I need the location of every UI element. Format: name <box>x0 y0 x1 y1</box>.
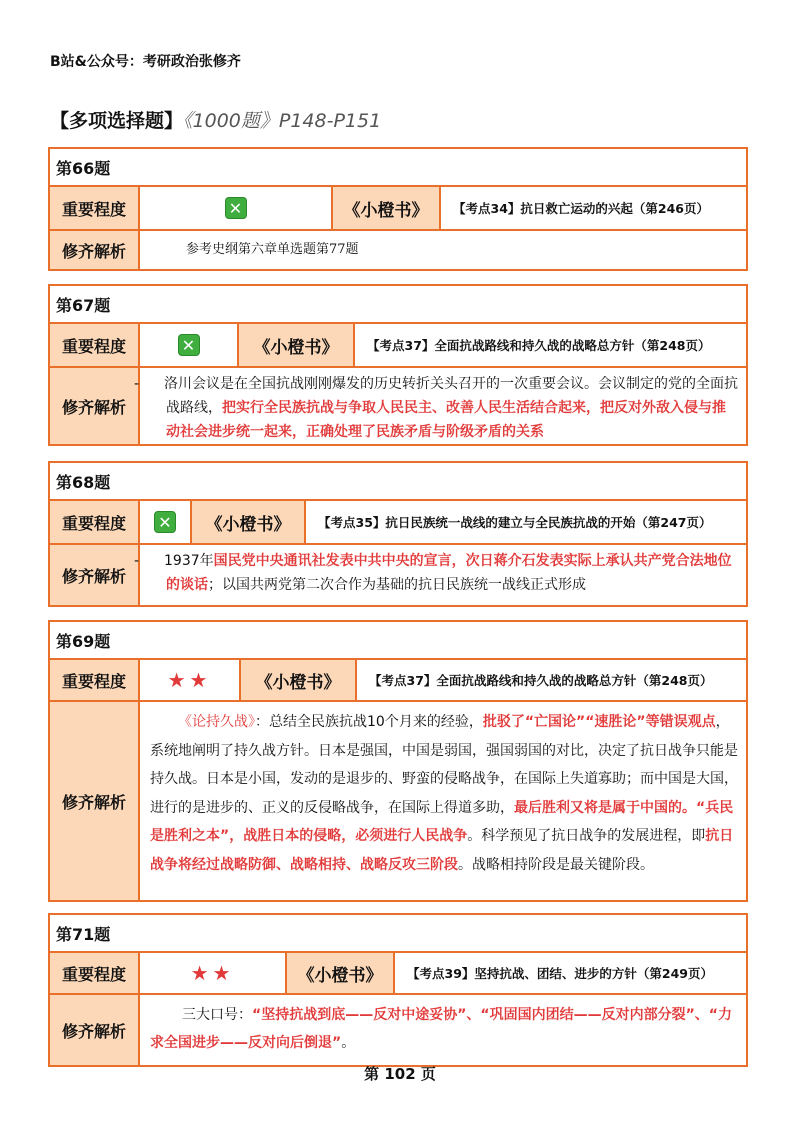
analysis-row <box>50 700 746 900</box>
analysis-highlight: 最后胜利又将是属于中国的。“兵民是胜利之本”，战胜日本的侵略，必须进行人民战争 <box>150 799 734 844</box>
analysis-row <box>50 366 746 444</box>
page-heading <box>50 106 381 133</box>
analysis-highlight: 批驳了“亡国论”“速胜论”等错误观点 <box>482 714 716 730</box>
x-icon: ✕ <box>178 334 200 356</box>
analysis-content: - 洛川会议是在全国抗战刚刚爆发的历史转折关头召开的一次重要会议。会议制定的党的全面抗战路线，把实行全民族抗战与争取人民民主、改善人民生活结合起来，把反对外敌入侵与推动社会进步统一起来，正确处理了民族矛盾与阶级矛盾的关系 <box>138 368 746 444</box>
importance-row <box>50 660 746 700</box>
importance-value <box>138 324 237 366</box>
importance-label: 重要程度 <box>50 660 138 700</box>
importance-row <box>50 324 746 366</box>
analysis-text: 参考史纲第六章单选题第77题 <box>186 242 359 257</box>
question-block-68 <box>48 461 748 607</box>
importance-row <box>50 187 746 229</box>
analysis-content <box>138 702 746 900</box>
analysis-row <box>50 229 746 269</box>
question-title: 第67题 <box>50 286 746 324</box>
importance-row <box>50 501 746 543</box>
analysis-text: 。科学预见了抗日战争的发展进程，即 <box>467 828 706 844</box>
importance-value <box>138 953 285 993</box>
analysis-row <box>50 993 746 1065</box>
importance-label: 重要程度 <box>50 501 138 543</box>
importance-label: 重要程度 <box>50 324 138 366</box>
importance-value <box>138 187 331 229</box>
book-label: 《小橙书》 <box>331 187 439 229</box>
analysis-text: 。战略相持阶段是最关键阶段。 <box>458 856 654 873</box>
importance-label: 重要程度 <box>50 187 138 229</box>
analysis-label: 修齐解析 <box>50 545 138 605</box>
analysis-label: 修齐解析 <box>50 995 138 1065</box>
question-title: 第66题 <box>50 149 746 187</box>
analysis-text: 三大口号： <box>182 1007 252 1023</box>
analysis-highlight: 《论持久战》 <box>178 714 255 730</box>
analysis-highlight: 国民党中央通讯社发表中共中央的宣言，次日蒋介石发表实际上承认共产党合法地位的谈话 <box>166 553 732 593</box>
analysis-text: 1937年 <box>164 553 214 569</box>
topic-text: 【考点35】抗日民族统一战线的建立与全民族抗战的开始（第247页） <box>304 501 746 543</box>
analysis-label: 修齐解析 <box>50 368 138 444</box>
book-reference: 《1000题》P148-P151 <box>183 110 382 132</box>
x-icon: ✕ <box>154 511 176 533</box>
analysis-content: - 1937年国民党中央通讯社发表中共中央的宣言，次日蒋介石发表实际上承认共产党合法地位的谈话；以国共两党第二次合作为基础的抗日民族统一战线正式形成 <box>138 545 746 605</box>
analysis-highlight: “坚持抗战到底——反对中途妥协”、“巩固国内团结——反对内部分裂”、“力求全国进步——反对向后倒退” <box>150 1007 733 1051</box>
analysis-content <box>138 231 746 269</box>
page-number: 第 102 页 <box>364 1065 436 1083</box>
analysis-text: ：总结全民族抗战10个月来的经验， <box>255 714 483 730</box>
question-title: 第69题 <box>50 622 746 660</box>
analysis-row <box>50 543 746 605</box>
analysis-label: 修齐解析 <box>50 702 138 900</box>
x-icon: ✕ <box>225 197 247 219</box>
book-label: 《小橙书》 <box>237 324 353 366</box>
book-label: 《小橙书》 <box>190 501 304 543</box>
analysis-text: ；以国共两党第二次合作为基础的抗日民族统一战线正式形成 <box>208 577 586 593</box>
book-label: 《小橙书》 <box>239 660 355 700</box>
analysis-label: 修齐解析 <box>50 231 138 269</box>
importance-value <box>138 501 190 543</box>
question-block-67 <box>48 284 748 446</box>
topic-text: 【考点37】全面抗战路线和持久战的战略总方针（第248页） <box>353 324 746 366</box>
analysis-text: ，系统地阐明了持久战方针。日本是强国，中国是弱国，强国弱国的对比，决定了抗日战争只能是持久战。日本是小国，发动的是退步的、野蛮的侵略战争，在国际上失道寡助；而中国是大国，进行的是进步的、正义的反侵略战争，在国际上得道多助， <box>150 714 738 816</box>
star-icon: ★★ <box>190 961 235 985</box>
star-icon: ★★ <box>167 668 212 692</box>
question-title: 第68题 <box>50 463 746 501</box>
importance-row <box>50 953 746 993</box>
question-type-label: 【多项选择题】 <box>50 110 184 132</box>
importance-value <box>138 660 239 700</box>
topic-text: 【考点34】抗日救亡运动的兴起（第246页） <box>439 187 746 229</box>
topic-text: 【考点37】全面抗战路线和持久战的战略总方针（第248页） <box>355 660 746 700</box>
analysis-highlight: 把实行全民族抗战与争取人民民主、改善人民生活结合起来，把反对外敌入侵与推动社会进步统一起来，正确处理了民族矛盾与阶级矛盾的关系 <box>166 400 726 440</box>
importance-label: 重要程度 <box>50 953 138 993</box>
analysis-content <box>138 995 746 1065</box>
question-block-71 <box>48 913 748 1067</box>
question-title: 第71题 <box>50 915 746 953</box>
topic-text: 【考点39】坚持抗战、团结、进步的方针（第249页） <box>393 953 746 993</box>
analysis-highlight: 抗日战争将经过战略防御、战略相持、战略反攻三阶段 <box>150 828 734 873</box>
question-block-69 <box>48 620 748 902</box>
header-source: B站&公众号：考研政治张修齐 <box>50 54 241 70</box>
analysis-text: 。 <box>341 1035 356 1051</box>
question-block-66 <box>48 147 748 271</box>
book-label: 《小橙书》 <box>285 953 393 993</box>
analysis-text: 洛川会议是在全国抗战刚刚爆发的历史转折关头召开的一次重要会议。会议制定的党的全面抗战路线， <box>164 376 738 416</box>
